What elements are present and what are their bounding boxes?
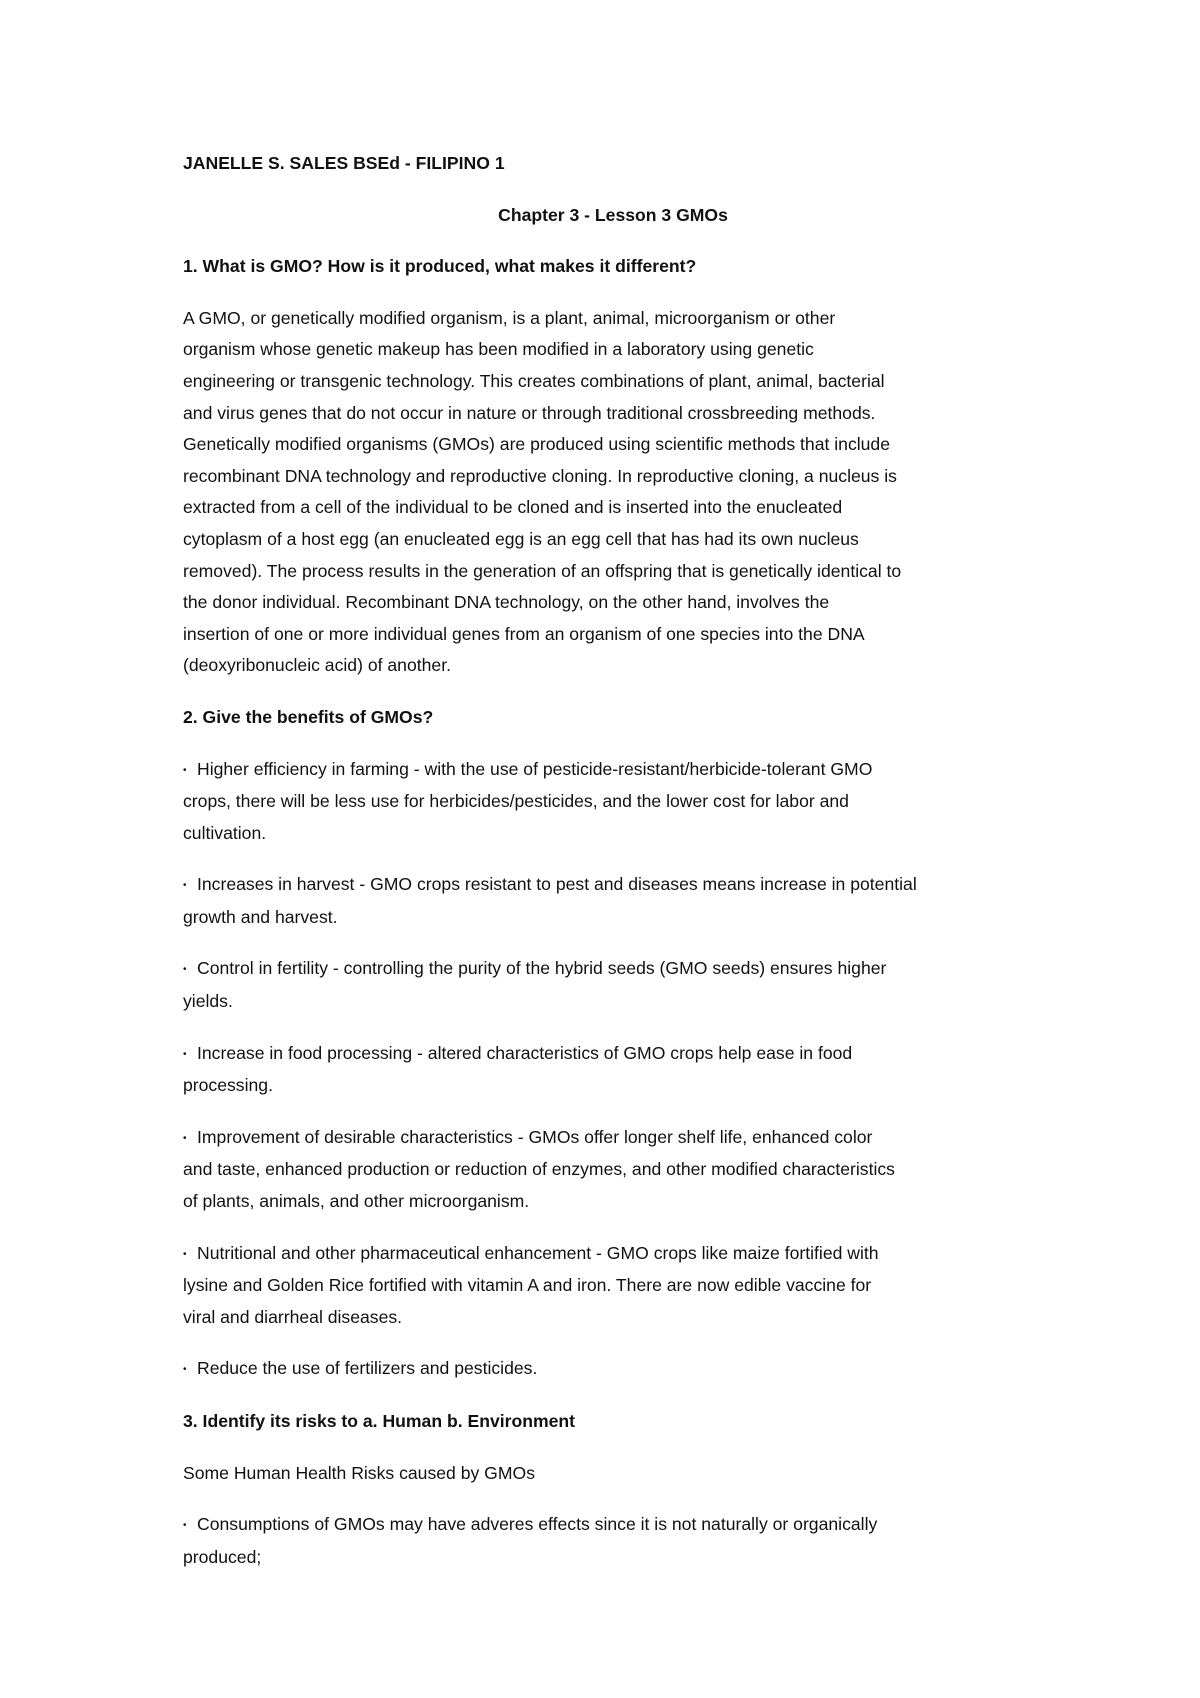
- answer-line: insertion of one or more individual genes from an organism of one species into the DNA: [183, 623, 865, 644]
- bullet-text: Improvement of desirable characteristics - GMOs offer longer shelf life, enhanced color: [197, 1126, 873, 1147]
- benefit-item: [183, 1353, 1043, 1386]
- answer-line: Genetically modified organisms (GMOs) are produced using scientific methods that include: [183, 434, 891, 455]
- bullet-text: crops, there will be less use for herbicides/pesticides, and the lower cost for labor and: [183, 791, 849, 812]
- bullet-text: Consumptions of GMOs may have adveres effects since it is not naturally or organically: [197, 1514, 878, 1535]
- bullet-text: and taste, enhanced production or reduction of enzymes, and other modified characteristics: [183, 1159, 895, 1180]
- benefit-item: [183, 1122, 1043, 1218]
- bullet-text: processing.: [183, 1075, 273, 1096]
- answer-line: cytoplasm of a host egg (an enucleated egg is an egg cell that has had its own nucleus: [183, 528, 859, 549]
- bullet-text: Increases in harvest - GMO crops resistant to pest and diseases means increase in potential: [197, 874, 917, 895]
- risk-item: [183, 1509, 1043, 1573]
- bullet-icon: •: [183, 1364, 187, 1376]
- bullet-icon: •: [183, 880, 187, 892]
- question-1-answer: [183, 303, 1043, 682]
- bullet-text: viral and diarrheal diseases.: [183, 1306, 403, 1327]
- answer-line: and virus genes that do not occur in nature or through traditional crossbreeding methods.: [183, 402, 876, 423]
- answer-line: recombinant DNA technology and reproductive cloning. In reproductive cloning, a nucleus is: [183, 465, 897, 486]
- answer-line: engineering or transgenic technology. This creates combinations of plant, animal, bacterial: [183, 370, 885, 391]
- benefit-item: [183, 953, 1043, 1017]
- question-2-heading: 2. Give the benefits of GMOs?: [183, 706, 434, 727]
- bullet-icon: •: [183, 1520, 187, 1532]
- bullet-icon: •: [183, 1248, 187, 1260]
- benefit-item: [183, 1238, 1043, 1334]
- benefit-item: [183, 1038, 1043, 1102]
- answer-line: A GMO, or genetically modified organism, is a plant, animal, microorganism or other: [183, 307, 836, 328]
- answer-line: organism whose genetic makeup has been modified in a laboratory using genetic: [183, 339, 814, 360]
- bullet-text: Nutritional and other pharmaceutical enhancement - GMO crops like maize fortified with: [197, 1242, 879, 1263]
- question-1-heading: 1. What is GMO? How is it produced, what makes it different?: [183, 256, 697, 277]
- bullet-text: cultivation.: [183, 822, 267, 843]
- bullet-icon: •: [183, 764, 187, 776]
- bullet-icon: •: [183, 1132, 187, 1144]
- bullet-text: Increase in food processing - altered characteristics of GMO crops help ease in food: [197, 1042, 853, 1063]
- bullet-icon: •: [183, 964, 187, 976]
- bullet-text: Reduce the use of fertilizers and pesticides.: [197, 1358, 538, 1379]
- benefit-item: [183, 754, 1043, 850]
- bullet-icon: •: [183, 1048, 187, 1060]
- document-body: [183, 148, 1043, 1593]
- question-3-heading: 3. Identify its risks to a. Human b. Environment: [183, 1411, 576, 1431]
- author-line: JANELLE S. SALES BSEd - FILIPINO 1: [183, 153, 505, 173]
- bullet-text: Control in fertility - controlling the purity of the hybrid seeds (GMO seeds) ensures higher: [197, 958, 887, 979]
- bullet-text: produced;: [183, 1546, 262, 1567]
- answer-line: removed). The process results in the generation of an offspring that is genetically identical to: [183, 560, 902, 581]
- bullet-text: of plants, animals, and other microorganism.: [183, 1191, 530, 1212]
- bullet-text: Higher efficiency in farming - with the use of pesticide-resistant/herbicide-tolerant GMO: [197, 758, 873, 779]
- chapter-title: Chapter 3 - Lesson 3 GMOs: [498, 204, 728, 225]
- bullet-text: lysine and Golden Rice fortified with vitamin A and iron. There are now edible vaccine for: [183, 1275, 872, 1296]
- bullet-text: yields.: [183, 991, 233, 1012]
- answer-line: (deoxyribonucleic acid) of another.: [183, 655, 451, 676]
- bullet-text: growth and harvest.: [183, 906, 338, 927]
- answer-line: the donor individual. Recombinant DNA technology, on the other hand, involves the: [183, 592, 830, 613]
- answer-line: extracted from a cell of the individual to be cloned and is inserted into the enucleated: [183, 497, 843, 518]
- human-risks-subheading: Some Human Health Risks caused by GMOs: [183, 1462, 536, 1483]
- benefit-item: [183, 869, 1043, 933]
